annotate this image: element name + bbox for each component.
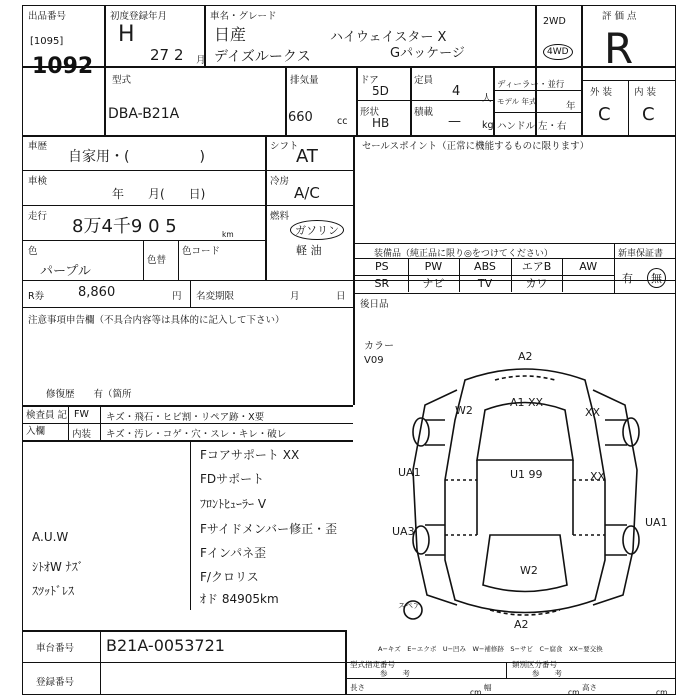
repaint-label: 色替: [147, 255, 167, 266]
damage-mark-11: A2: [514, 618, 529, 631]
width-unit: cm: [568, 688, 580, 697]
model-designation-label: 型式指定番号: [350, 660, 395, 669]
deadline-month: 月: [290, 291, 300, 302]
divider: [22, 307, 353, 308]
divider: [356, 100, 493, 101]
divider: [265, 135, 267, 280]
damage-mark-2: W2: [455, 404, 473, 417]
divider: [22, 135, 676, 137]
repair-history-label: 修復歴 有（箇所: [46, 389, 132, 400]
divider: [353, 293, 676, 294]
option-10: [562, 276, 614, 292]
remark-4: Fサイドメンバー修正・歪: [200, 522, 338, 536]
doors-label: ドア: [360, 75, 379, 86]
handle-label: ハンドル 左・右: [497, 121, 567, 132]
divider: [104, 5, 106, 135]
reg-number-label: 登録番号: [36, 677, 75, 688]
warranty-yes: 有: [622, 272, 633, 285]
divider: [628, 80, 629, 135]
damage-legend: A−キズ E−エクボ U−凹み W−補修跡 S−サビ C−腐食 XX−要交換: [378, 645, 603, 653]
grade-line-2: Gパッケージ: [390, 46, 465, 61]
car-name-value: デイズルークス: [214, 49, 311, 65]
maker-value: 日産: [214, 25, 247, 44]
color-code-label: 色コード: [182, 246, 221, 257]
capacity-label: 定員: [414, 75, 434, 86]
chassis-label: 車台番号: [36, 643, 75, 654]
remark-5: Fインパネ歪: [200, 546, 267, 560]
divider: [22, 405, 353, 407]
score-value: R: [604, 24, 634, 73]
doors-value: 5D: [372, 84, 389, 98]
remark-1: Fコアサポート XX: [200, 448, 300, 462]
height-unit: cm: [656, 688, 668, 697]
history-label: 車歴: [28, 141, 48, 152]
divider: [190, 280, 191, 307]
height-label: 高さ: [582, 683, 597, 692]
interior-value: C: [642, 104, 655, 125]
remark-7: ｵド 84905km: [200, 592, 279, 606]
recycle-unit: 円: [172, 291, 182, 302]
divider: [190, 440, 191, 610]
mileage-label: 走行: [28, 211, 48, 222]
divider: [100, 405, 101, 440]
option-5: AW: [579, 260, 598, 273]
mileage-unit: km: [222, 230, 234, 239]
month-value: 2: [174, 46, 184, 64]
color-value: パープル: [40, 264, 91, 279]
deadline-label: 名変期限: [196, 291, 235, 302]
aircon-value: A/C: [294, 184, 320, 202]
car-diagram: [395, 350, 655, 640]
interior-row-label: 内装: [72, 429, 92, 440]
option-3: ABS: [459, 259, 512, 275]
divider: [22, 170, 353, 171]
car-name-label: 車名・グレード: [210, 11, 277, 22]
remark-6: F/クロリス: [200, 570, 259, 584]
chassis-value: B21A-0053721: [106, 636, 225, 655]
warranty-label: 新車保証書: [618, 249, 664, 259]
spare-label: スペア: [398, 601, 421, 610]
score-label: 評 価 点: [602, 11, 637, 22]
color-note: カラー V09: [364, 341, 394, 366]
first-reg-label: 初度登録年月: [110, 11, 168, 22]
inspector-label: 検査員 記入欄: [26, 410, 68, 437]
option-6: SR: [356, 276, 409, 292]
option-9: カワ: [511, 276, 564, 292]
damage-mark-3: A1 XX: [510, 396, 544, 409]
exterior-value: C: [598, 104, 611, 125]
damage-mark-10: W2: [520, 564, 538, 577]
lot-code: [1095]: [30, 36, 64, 47]
fuel-gasoline: ガソリン: [290, 220, 344, 240]
divider: [493, 90, 581, 91]
category-reference: 参 考: [532, 669, 562, 678]
divider: [22, 66, 676, 68]
model-value: DBA-B21A: [108, 106, 180, 122]
left-note-3: ｽﾂｯﾄﾞﾚｽ: [32, 584, 75, 598]
option-2: PW: [408, 259, 461, 275]
fw-label: FW: [74, 409, 89, 420]
dealer-label: ディーラー・並行: [497, 80, 565, 90]
divider: [581, 5, 583, 135]
drive-value: 4WD: [543, 44, 573, 60]
damage-mark-4: XX: [585, 406, 601, 419]
length-label: 長さ: [350, 683, 365, 692]
option-7: ナビ: [408, 276, 461, 292]
damage-mark-5: U1 99: [510, 468, 543, 481]
divider: [285, 66, 287, 135]
grade-line-1: ハイウェイスター X: [330, 30, 447, 45]
aircon-label: 冷房: [270, 176, 290, 187]
displacement-unit: cc: [337, 116, 348, 127]
interior-label: 内 装: [634, 87, 657, 98]
load-unit: kg: [482, 120, 494, 131]
fw-items: キズ・飛石・ヒビ割・リペア跡・X要: [106, 412, 265, 423]
length-unit: cm: [470, 688, 482, 697]
deadline-day: 日: [336, 291, 346, 302]
warranty-no: 無: [647, 268, 666, 288]
divider: [353, 135, 355, 405]
recycle-label: R券: [28, 291, 45, 302]
width-label: 幅: [484, 683, 492, 692]
divider: [535, 5, 537, 135]
post-equipment-label: 後日品: [360, 299, 389, 310]
option-8: TV: [459, 276, 512, 292]
remark-3: ﾌﾛﾝﾄﾋｭｰﾗｰ V: [200, 497, 267, 511]
capacity-unit: 人: [482, 93, 492, 104]
option-1: PS: [356, 259, 409, 275]
divider: [506, 662, 507, 678]
divider: [22, 205, 353, 206]
model-year-label: モデル 年式: [497, 97, 537, 106]
era-value: H: [118, 22, 135, 47]
exterior-label: 外 装: [590, 87, 613, 98]
inspection-label: 車検: [28, 176, 48, 187]
mileage-value: 8万4千9 0 5: [72, 216, 177, 237]
divider: [178, 240, 179, 280]
divider: [22, 440, 353, 442]
shift-label: シフト: [270, 141, 299, 152]
damage-mark-9: UA3: [392, 525, 415, 538]
category-label: 類別区分番号: [512, 660, 557, 669]
divider: [614, 243, 615, 293]
history-value: 自家用・( ): [68, 149, 205, 165]
fuel-label: 燃料: [270, 211, 290, 222]
damage-mark-8: UA1: [645, 516, 668, 529]
equipment-label: 装備品（純正品に限り◎をつけてください）: [374, 249, 553, 259]
divider: [353, 243, 676, 244]
divider: [22, 630, 345, 632]
model-year-unit: 年: [566, 101, 576, 112]
sales-point-label: セールスポイント（正常に機能するものに限ります）: [362, 141, 590, 152]
model-label: 型式: [112, 75, 132, 86]
divider: [22, 662, 676, 663]
year-value: 27: [150, 46, 170, 64]
divider: [100, 630, 101, 695]
shape-label: 形状: [360, 107, 380, 118]
lot-label: 出品番号: [28, 11, 67, 22]
load-value: —: [448, 114, 461, 129]
displacement-label: 排気量: [290, 75, 319, 86]
shift-value: AT: [296, 146, 318, 167]
left-note-1: A.U.W: [32, 530, 69, 544]
capacity-value: 4: [452, 84, 461, 99]
color-label: 色: [28, 246, 38, 257]
divider: [68, 405, 69, 440]
option-4: エアB: [511, 259, 564, 275]
load-label: 積載: [414, 107, 434, 118]
divider: [493, 112, 581, 113]
remark-2: FDサポート: [200, 472, 265, 486]
damage-mark-1: A2: [518, 350, 533, 363]
divider: [143, 240, 144, 280]
notes-label: 注意事項申告欄（不具合内容等は具体的に記入して下さい）: [28, 315, 285, 326]
model-designation-reference: 参 考: [380, 669, 410, 678]
inspection-value: 年 月( 日): [112, 187, 206, 201]
left-note-2: ｼﾄｵW ﾅｽﾞ: [32, 560, 84, 574]
interior-items: キズ・汚レ・コゲ・穴・スレ・キレ・破レ: [106, 429, 287, 440]
damage-mark-6: XX: [590, 470, 606, 483]
lot-number: 1092: [32, 54, 94, 79]
damage-mark-7: UA1: [398, 466, 421, 479]
divider: [345, 630, 347, 695]
shape-value: HB: [372, 116, 390, 130]
displacement-value: 660: [288, 110, 313, 125]
divider: [22, 423, 353, 424]
fuel-diesel: 軽 油: [296, 244, 322, 257]
month-unit: 月: [196, 55, 206, 66]
drive-label: 2WD: [543, 16, 566, 27]
recycle-value: 8,860: [78, 285, 116, 300]
